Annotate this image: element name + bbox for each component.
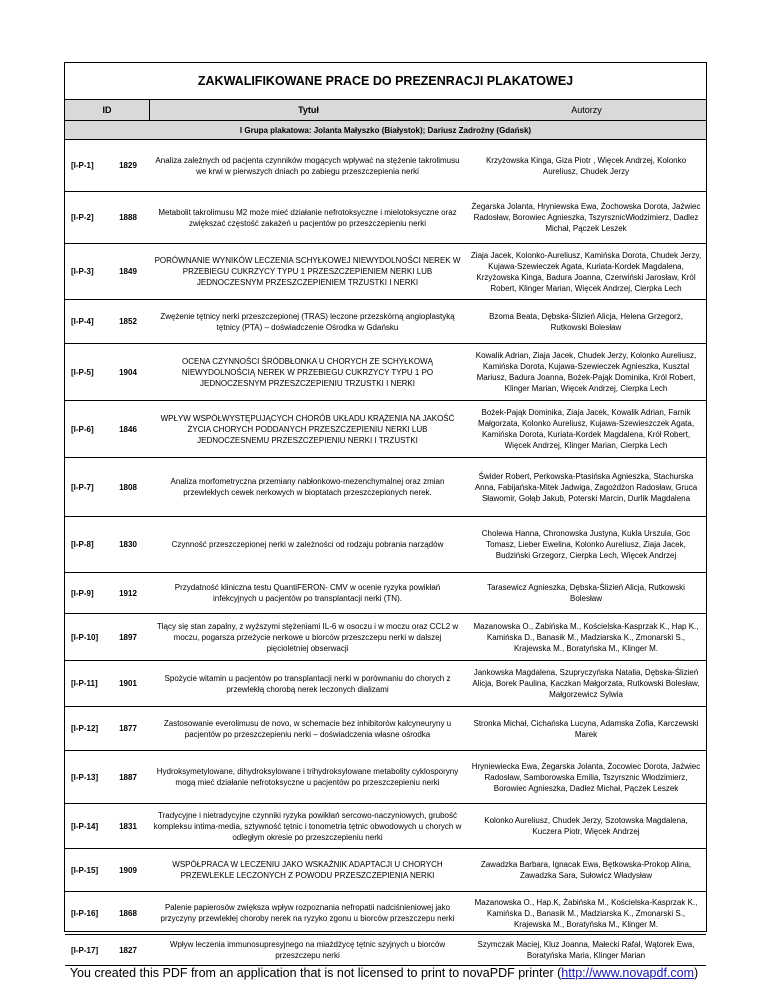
- row-title: Palenie papierosów zwiększa wpływ rozpoznania nefropatii nadciśnieniowej jako przyczyny przewlekłej choroby nerek na ryzyko zgonu u biorców przeszczepu nerki: [160, 903, 455, 923]
- row-authors: Bożek-Pająk Dominika, Ziaja Jacek, Kowalik Adrian, Farnik Małgorzata, Kolonko Aureliusz, Kujawa-Szewieszczek Agata, Kamińska Dorota, Kuriata-Kordek Magdalena, Król Robert, Więcek Andrzej, Klinger Marian, Cierpka Lech: [477, 408, 695, 450]
- row-id: [I-P-1]: [71, 161, 94, 170]
- row-authors: Szymczak Maciej, Kluz Joanna, Małecki Rafał, Wątorek Ewa, Boratyńska Maria, Klinger Marian: [477, 940, 695, 960]
- row-authors: Zawadzka Barbara, Ignacak Ewa, Bętkowska-Prokop Alina, Zawadzka Sara, Sułowicz Władysław: [480, 860, 692, 880]
- row-id: [I-P-16]: [71, 908, 99, 918]
- row-title: PORÓWNANIE WYNIKÓW LECZENIA SCHYŁKOWEJ NIEWYDOLNOŚCI NEREK W PRZEBIEGU CUKRZYCY TYPU 1 PRZESZCZEPIENIEM NERKI LUB JEDNOCZESNYM PRZESZCZEPIENIEM TRZUSTKI I NERKI: [154, 256, 461, 287]
- table-row: [65, 300, 706, 344]
- row-id: [I-P-15]: [71, 865, 99, 875]
- table-row: [65, 935, 706, 966]
- table-row: [65, 804, 706, 849]
- table-row: [65, 892, 706, 935]
- table-row: [65, 244, 706, 300]
- row-title: Hydroksymetylowane, dihydroksylowane i trihydroksylowane metabolity cyklosporyny mogą mieć działanie nefrotoksyczne u pacjentów po przeszczepieniu nerki: [156, 767, 459, 787]
- table-row: [65, 192, 706, 244]
- row-id: [I-P-17]: [71, 945, 99, 955]
- row-number: 1829: [119, 161, 137, 170]
- row-number: 1831: [119, 821, 137, 831]
- row-number: 1877: [119, 724, 137, 733]
- poster-table: [64, 62, 707, 960]
- table-row: [65, 344, 706, 401]
- row-id: [I-P-10]: [71, 632, 99, 642]
- row-number: 1808: [119, 482, 137, 492]
- row-id: [I-P-5]: [71, 367, 94, 377]
- row-authors: Stronka Michał, Cichańska Lucyna, Adamska Zofia, Karczewski Marek: [473, 718, 699, 739]
- row-title: Analiza morfometryczna przemiany nabłonkowo-mezenchymalnej oraz zmian przewlekłych cewek nerkowych w bioptatach przeszczepionych nerek.: [170, 477, 445, 497]
- row-title: Tlący się stan zapalny, z wyższymi stężeniami IL-6 w osoczu i w moczu oraz CCL2 w moczu, pogarsza przeżycie nerkowe u biorców przeszczepu nerki w dalszej pięcioletniej obserwacji: [156, 621, 459, 653]
- row-title: Czynność przeszczepionej nerki w zależności od rodzaju pobrania narządów: [171, 540, 444, 549]
- row-number: 1852: [119, 317, 137, 326]
- row-id: [I-P-13]: [71, 772, 99, 782]
- row-title: WSPÓŁPRACA W LECZENIU JAKO WSKAŹNIK ADAPTACJI U CHORYCH PRZEWLEKLE LECZONYCH Z POWODU PRZESZCZEPIENIA NERKI: [172, 860, 443, 880]
- table-row: [65, 573, 706, 614]
- row-number: 1830: [119, 540, 137, 549]
- row-id: [I-P-4]: [71, 317, 94, 326]
- row-number: 1912: [119, 588, 137, 598]
- row-title: Wpływ leczenia immunosupresyjnego na miażdżycę tętnic szyjnych u biorców przeszczepu nerki: [169, 940, 446, 960]
- row-id: [I-P-8]: [71, 540, 94, 549]
- row-authors: Tarasewicz Agnieszka, Dębska-Ślizień Alicja, Rutkowski Bolesław: [487, 583, 685, 603]
- row-authors: Jankowska Magdalena, Szupryczyńska Natalia, Dębska-Ślizień Alicja, Borek Paulina, Kaczkan Małgorzata, Rutkowski Bolesław, Małgorzewicz Sylwia: [472, 668, 700, 699]
- row-id: [I-P-7]: [71, 482, 94, 492]
- header-id: ID: [65, 100, 150, 120]
- footer-link[interactable]: http://www.novapdf.com: [561, 966, 694, 980]
- row-title: Spożycie witamin u pacjentów po transplantacji nerki w porównaniu do chorych z przewlekłą chorobą nerek leczonych dializami: [164, 673, 451, 694]
- row-title: Analiza zależnych od pacjenta czynników mogących wpływać na stężenie takrolimusu we krwi w pierwszych dniach po zabiegu przeszczepienia nerki: [155, 155, 460, 176]
- row-id: [I-P-9]: [71, 588, 94, 598]
- row-title: Metabolit takrolimusu M2 może mieć działanie nefrotoksyczne i mielotoksyczne oraz zwiększać częstość zakażeń u pacjentów po przeszczepieniu nerki: [158, 207, 457, 228]
- row-authors: Mazanowska O., Hap.K, Żabińska M., Kościelska-Kasprzak K., Kamińska D., Banasik M., Madziarska K., Zmonarski S., Krajewska M., Boratyńska M., Klinger M.: [474, 897, 698, 929]
- row-authors: Świder Robert, Perkowska-Ptasińska Agnieszka, Stachurska Anna, Fabijańska-Mitek Jadwiga, Zagożdżon Radosław, Gruca Sławomir, Gołąb Jakub, Poterski Marcin, Durlik Magdalena: [474, 471, 698, 503]
- row-number: 1868: [119, 908, 137, 918]
- row-number: 1887: [119, 772, 137, 782]
- header-authors: Autorzy: [571, 105, 602, 115]
- row-number: 1897: [119, 632, 137, 642]
- row-authors: Krzyżowska Kinga, Giza Piotr , Więcek Andrzej, Kolonko Aureliusz, Chudek Jerzy: [485, 155, 687, 176]
- table-row: [65, 751, 706, 804]
- row-authors: Hryniewiecka Ewa, Żegarska Jolanta, Żocowiec Dorota, Jaźwiec Radosław, Samborowska Emilia, Tszyrsznic Włodzimierz, Borowiec Agnieszka, Dadlez Michał, Pączek Leszek: [471, 761, 701, 793]
- table-row: [65, 707, 706, 751]
- row-number: 1846: [119, 424, 137, 434]
- table-body: [65, 140, 706, 966]
- row-id: [I-P-11]: [71, 679, 98, 688]
- row-number: 1909: [119, 865, 137, 875]
- table-row: [65, 401, 706, 458]
- row-authors: Mazanowska O., Żabińska M., Kościelska-Kasprzak K., Hap K., Kamińska D., Banasik M., Madziarska K., Zmonarski S., Krajewska M., Boratyńska M., Klinger M.: [473, 621, 699, 653]
- row-authors: Kolonko Aureliusz, Chudek Jerzy, Szotowska Magdalena, Kuczera Piotr, Więcek Andrzej: [484, 816, 688, 836]
- row-title: Tradycyjne i nietradycyjne czynniki ryzyka powikłań sercowo-naczyniowych, grubość kompleksu intima-media, sztywność tętnic i tonometria tętnic obwodowych u chorych w odległym okresie po przeszczepieniu nerki: [153, 810, 462, 842]
- row-authors: Żegarska Jolanta, Hryniewska Ewa, Żochowska Dorota, Jaźwiec Radosław, Borowiec Agnieszka, TszyrsznicWłodzimierz, Dadlez Michał, Pączek Leszek: [471, 202, 701, 233]
- row-authors: Kowalik Adrian, Ziaja Jacek, Chudek Jerzy, Kolonko Aureliusz, Kamińska Dorota, Kujawa-Szewieczek Agnieszka, Kusztal Mariusz, Badura Joanna, Bożek-Pająk Dominika, Król Robert, Klinger Marian, Więcek Andrzej, Cierpka Lech: [475, 351, 697, 393]
- table-row: [65, 140, 706, 192]
- table-header: [65, 100, 706, 121]
- row-id: [I-P-14]: [71, 821, 99, 831]
- table-row: [65, 661, 706, 707]
- row-id: [I-P-6]: [71, 424, 94, 434]
- row-title: Zastosowanie everolimusu de novo, w schemacie bez inhibitorów kalcyneuryny u pacjentów po przeszczepieniu nerki – doświadczenia własne ośrodka: [163, 718, 452, 739]
- row-number: 1904: [119, 367, 137, 377]
- row-number: 1901: [119, 679, 137, 688]
- row-title: WPŁYW WSPÓŁWYSTĘPUJĄCYCH CHORÓB UKŁADU KRĄŻENIA NA JAKOŚĆ ŻYCIA CHORYCH PODDANYCH PRZESZCZEPIENIU NERKI LUB JEDNOCZESNEMU PRZESZCZEPIENIU NERKI I TRZUSTKI: [160, 413, 455, 445]
- table-row: [65, 517, 706, 573]
- table-row: [65, 849, 706, 892]
- group-label: I Grupa plakatowa: Jolanta Małyszko (Białystok); Dariusz Zadrożny (Gdańsk): [65, 121, 706, 140]
- row-id: [I-P-2]: [71, 213, 94, 222]
- row-title: OCENA CZYNNOŚCI ŚRÓDBŁONKA U CHORYCH ZE SCHYŁKOWĄ NIEWYDOLNOŚCIĄ NEREK W PRZEBIEGU CUKRZYCY TYPU 1 PO JEDNOCZESNYM PRZESZCZEPIENIU TRZUSTKI I NERKI: [181, 356, 434, 388]
- row-authors: Bzoma Beata, Dębska-Ślizień Alicja, Helena Grzegorz, Rutkowski Bolesław: [489, 311, 683, 332]
- pdf-footer: [0, 966, 768, 980]
- row-number: 1888: [119, 213, 137, 222]
- row-title: Zwężenie tętnicy nerki przeszczepionej (TRAS) leczone przezskórną angioplastyką tętnicy (PTA) – doświadczenie Ośrodka w Gdańsku: [160, 311, 455, 332]
- table-row: [65, 458, 706, 517]
- row-authors: Cholewa Hanna, Chronowska Justyna, Kukla Urszula, Goc Tomasz, Lieber Ewelina, Kolonko Aureliusz, Ziaja Jacek, Budziński Grzegorz, Cierpka Lech, Więcek Andrzej: [481, 529, 691, 560]
- header-title: Tytuł: [298, 105, 319, 115]
- row-number: 1827: [119, 945, 137, 955]
- row-id: [I-P-3]: [71, 267, 94, 276]
- table-title: ZAKWALIFIKOWANE PRACE DO PREZENRACJI PLAKATOWEJ: [65, 63, 706, 100]
- row-authors: Ziaja Jacek, Kolonko-Aureliusz, Kamińska Dorota, Chudek Jerzy, Kujawa-Szewieczek Agata, Kuriata-Kordek Magdalena, Krzyżowska Kinga, Badura Joanna, Czerwiński Jarosław, Król Robert, Klinger Marian, Więcek Andrzej, Cierpka Lech: [470, 250, 702, 293]
- row-title: Przydatność kliniczna testu QuantiFERON- CMV w ocenie ryzyka powikłań infekcyjnych u pacjentów po transplantacji nerki (TN).: [174, 583, 441, 603]
- table-row: [65, 614, 706, 661]
- footer-text: You created this PDF from an application that is not licensed to print to novaPDF printer (: [69, 966, 562, 980]
- row-id: [I-P-12]: [71, 724, 99, 733]
- row-number: 1849: [119, 267, 137, 276]
- footer-tail: ): [694, 966, 699, 980]
